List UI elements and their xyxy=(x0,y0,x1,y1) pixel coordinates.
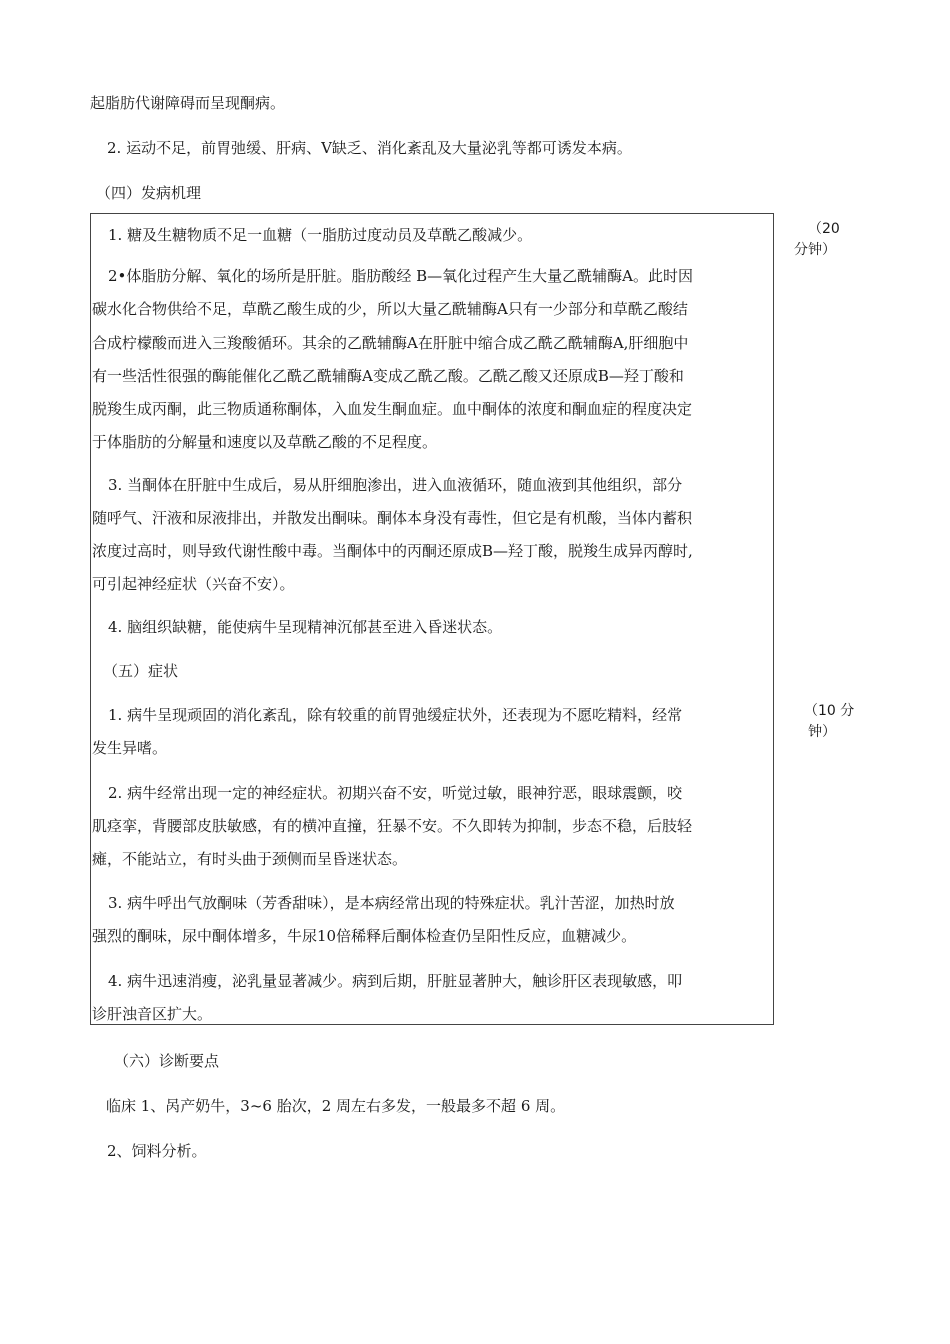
time-note-line: （10 分 xyxy=(804,703,855,719)
text-line: 于体脂肪的分解量和速度以及草酰乙酸的不足程度。 xyxy=(92,433,438,451)
text-line: 发生异嗜。 xyxy=(92,739,168,757)
text-line: 碳水化合物供给不足，草酰乙酸生成的少，所以大量乙酰辅酶A只有一少部分和草酰乙酸结 xyxy=(92,300,688,318)
text-line: 临床 1、呙产奶牛，3~6 胎次，2 周左右多发，一般最多不超 6 周。 xyxy=(106,1097,566,1115)
text-line: 1. 病牛呈现顽固的消化紊乱，除有较重的前胃弛缓症状外，还表现为不愿吃精料，经常 xyxy=(108,706,683,724)
text-line: 诊肝浊音区扩大。 xyxy=(92,1005,213,1023)
section-heading: （六）诊断要点 xyxy=(114,1052,220,1070)
time-note xyxy=(794,219,840,261)
time-note-line: 分钟） xyxy=(794,242,836,258)
text-line: 4. 病牛迅速消瘦，泌乳量显著减少。病到后期，肝脏显著肿大，触诊肝区表现敏感，叩 xyxy=(108,972,683,990)
text-line: 有一些活性很强的酶能催化乙酰乙酰辅酶A变成乙酰乙酸。乙酰乙酸又还原成B—羟丁酸和 xyxy=(92,367,684,385)
text-line: 3. 当酮体在肝脏中生成后，易从肝细胞渗出，进入血液循环，随血液到其他组织，部分 xyxy=(108,476,683,494)
text-line: 瘫，不能站立，有时头曲于颈侧而呈昏迷状态。 xyxy=(92,850,408,868)
text-line: 1. 糖及生糖物质不足一血糖（一脂肪过度动员及草酰乙酸减少。 xyxy=(108,226,533,244)
section-heading: （四）发病机理 xyxy=(96,184,202,202)
text-line: 随呼气、汗液和尿液排出，并散发出酮味。酮体本身没有毒性，但它是有机酸，当体内蓄积 xyxy=(92,509,693,527)
text-line: 4. 脑组织缺糖，能使病牛呈现精神沉郁甚至进入昏迷状态。 xyxy=(108,618,503,636)
text-line: 2、饲料分析。 xyxy=(107,1142,207,1160)
text-line: 强烈的酮味，尿中酮体增多，牛尿10倍稀释后酮体检查仍呈阳性反应，血糖减少。 xyxy=(92,927,637,945)
text-line: 合成柠檬酸而进入三羧酸循环。其余的乙酰辅酶A在肝脏中缩合成乙酰乙酰辅酶A,肝细胞中 xyxy=(92,334,689,352)
text-line: 3. 病牛呼出气放酮味（芳香甜味），是本病经常出现的特殊症状。乳汁苦涩，加热时放 xyxy=(108,894,675,912)
time-note-line: （20 xyxy=(808,221,840,237)
text-line: 2. 运动不足，前胃弛缓、肝病、V缺乏、消化紊乱及大量泌乳等都可诱发本病。 xyxy=(107,139,632,157)
time-note-line: 钟） xyxy=(808,724,836,740)
text-line: 2. 病牛经常出现一定的神经症状。初期兴奋不安，听觉过敏，眼神狞恶，眼球震颤，咬 xyxy=(108,784,683,802)
text-line: 脱羧生成丙酮，此三物质通称酮体，入血发生酮血症。血中酮体的浓度和酮血症的程度决定 xyxy=(92,400,693,418)
text-line: 浓度过高时，则导致代谢性酸中毒。当酮体中的丙酮还原成B—羟丁酸，脱羧生成异丙醇时, xyxy=(92,542,693,560)
section-heading: （五）症状 xyxy=(103,662,179,680)
text-line: 肌痉挛，背腰部皮肤敏感，有的横冲直撞，狂暴不安。不久即转为抑制，步态不稳，后肢轻 xyxy=(92,817,693,835)
time-note xyxy=(804,701,855,740)
text-line: 可引起神经症状（兴奋不安）。 xyxy=(92,575,295,593)
text-line: 起脂肪代谢障碍而呈现酮病。 xyxy=(90,94,286,112)
text-line: 2•体脂肪分解、氧化的场所是肝脏。脂肪酸经 B—氧化过程产生大量乙酰辅酶A。此时因 xyxy=(108,267,694,285)
